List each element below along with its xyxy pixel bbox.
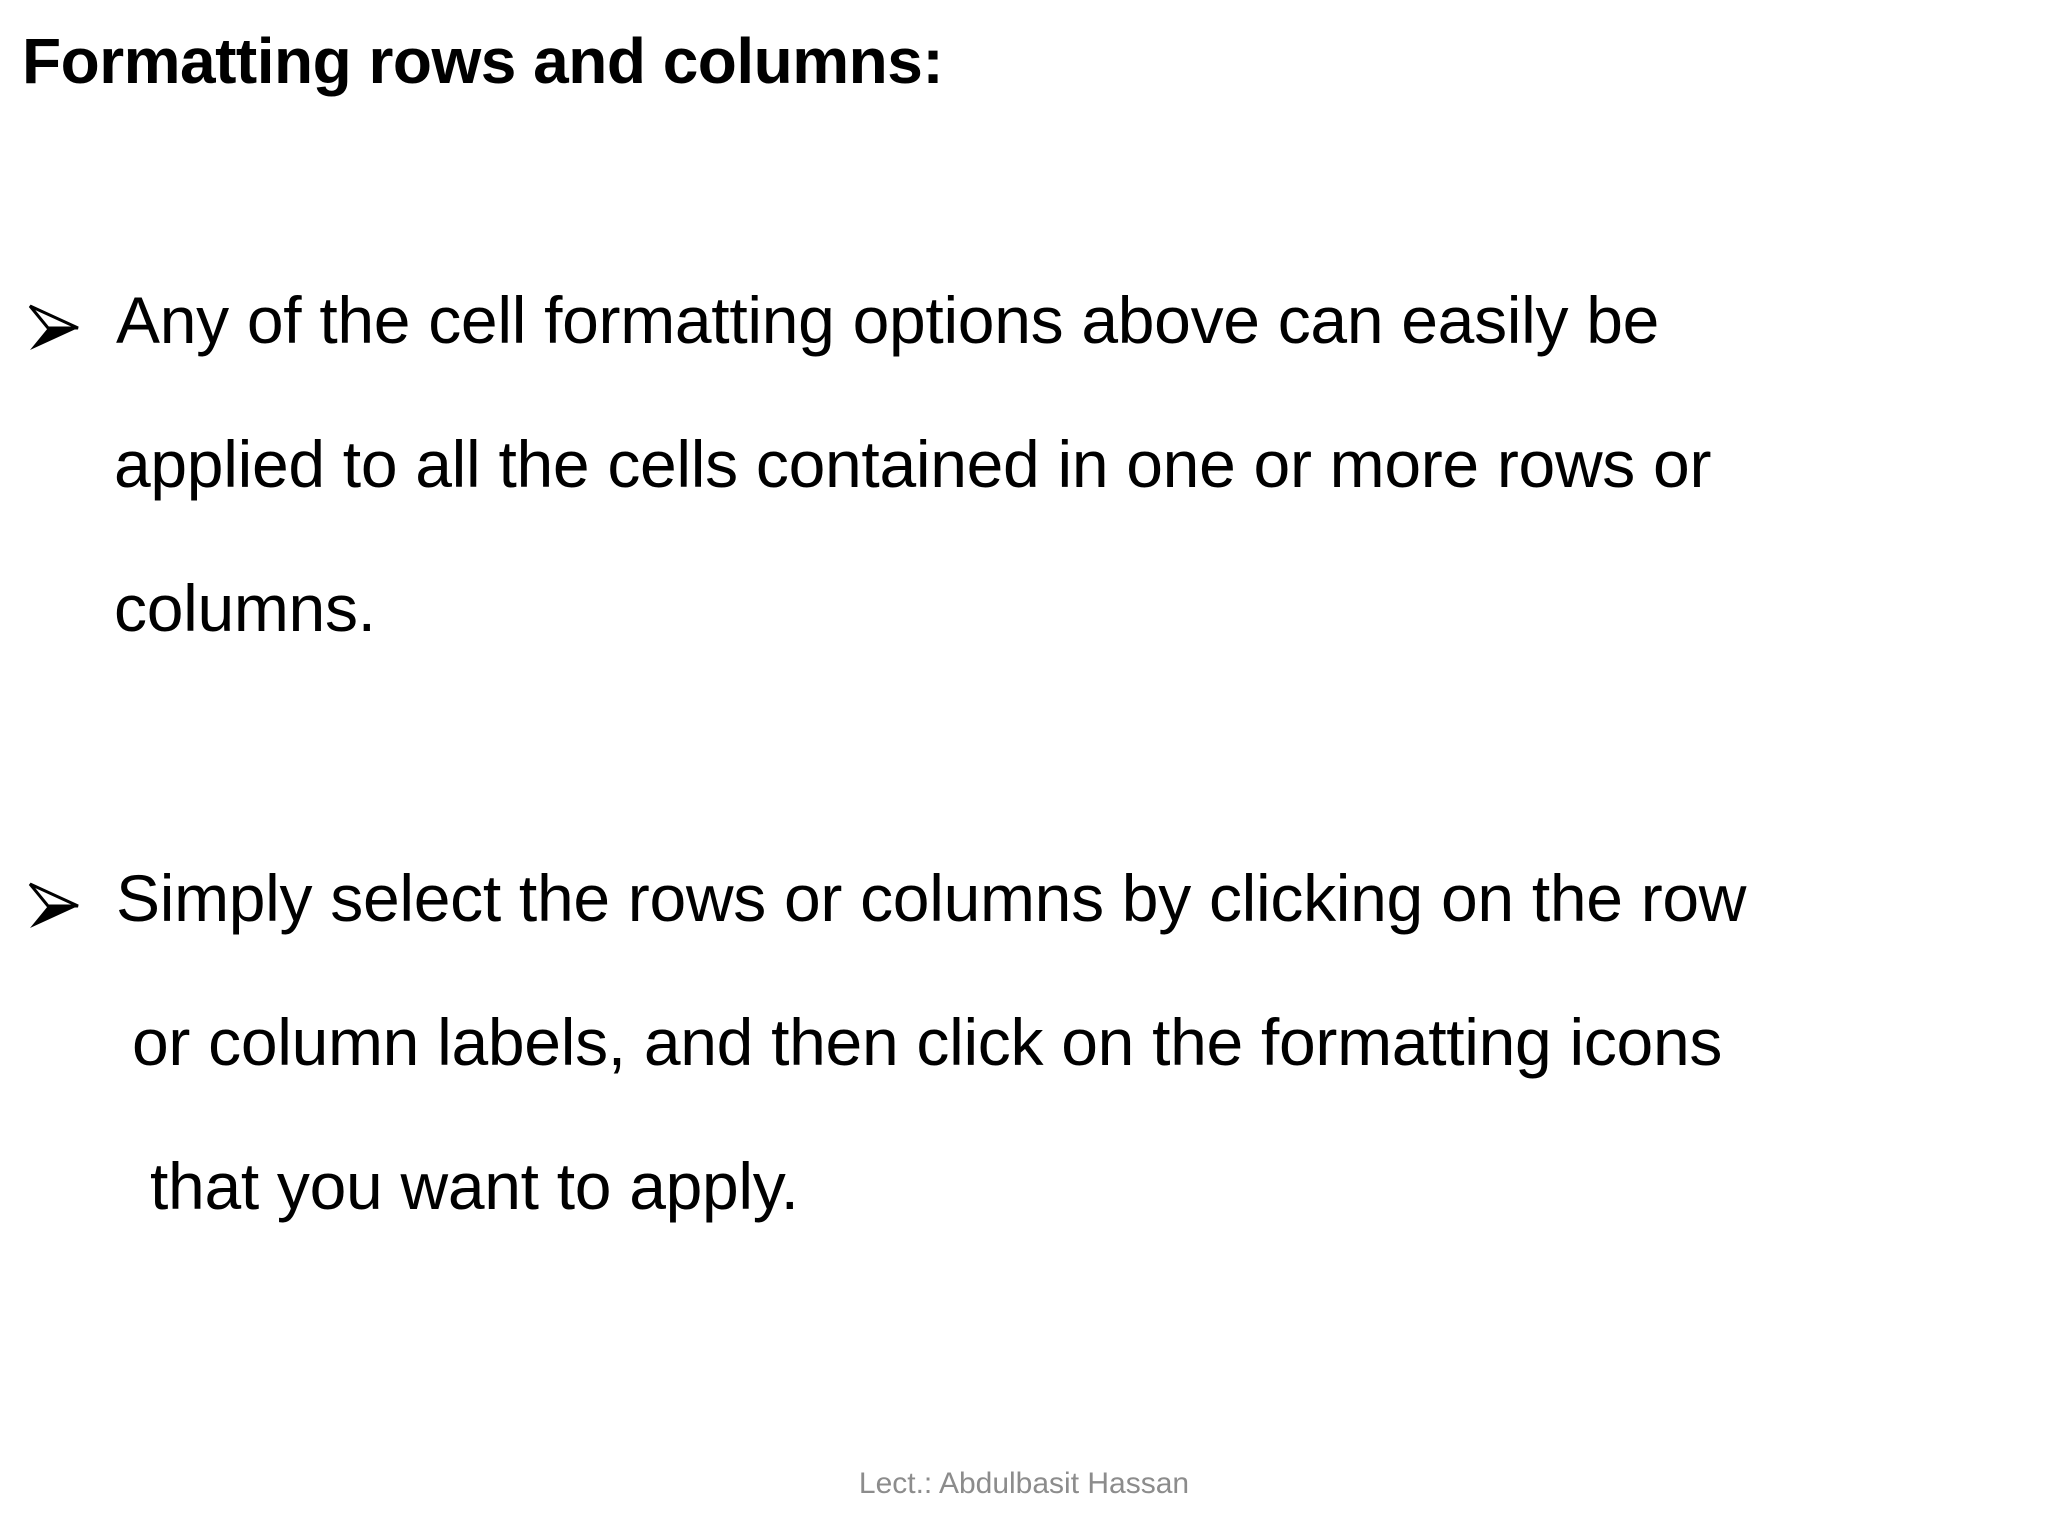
bullet-line: Any of the cell formatting options above can easily be [116, 283, 1660, 357]
bullet-line: columns. [114, 571, 376, 645]
bullet-line: that you want to apply. [150, 1149, 799, 1223]
arrowhead-bullet-icon [26, 880, 82, 932]
arrowhead-bullet-icon [26, 302, 82, 354]
slide-title: Formatting rows and columns: [22, 25, 944, 97]
slide-footer: Lect.: Abdulbasit Hassan [858, 1467, 1190, 1500]
bullet-line: Simply select the rows or columns by clicking on the row [116, 861, 1747, 935]
bullet-line: or column labels, and then click on the formatting icons [132, 1005, 1723, 1079]
bullet-line: applied to all the cells contained in one or more rows or [114, 427, 1712, 501]
